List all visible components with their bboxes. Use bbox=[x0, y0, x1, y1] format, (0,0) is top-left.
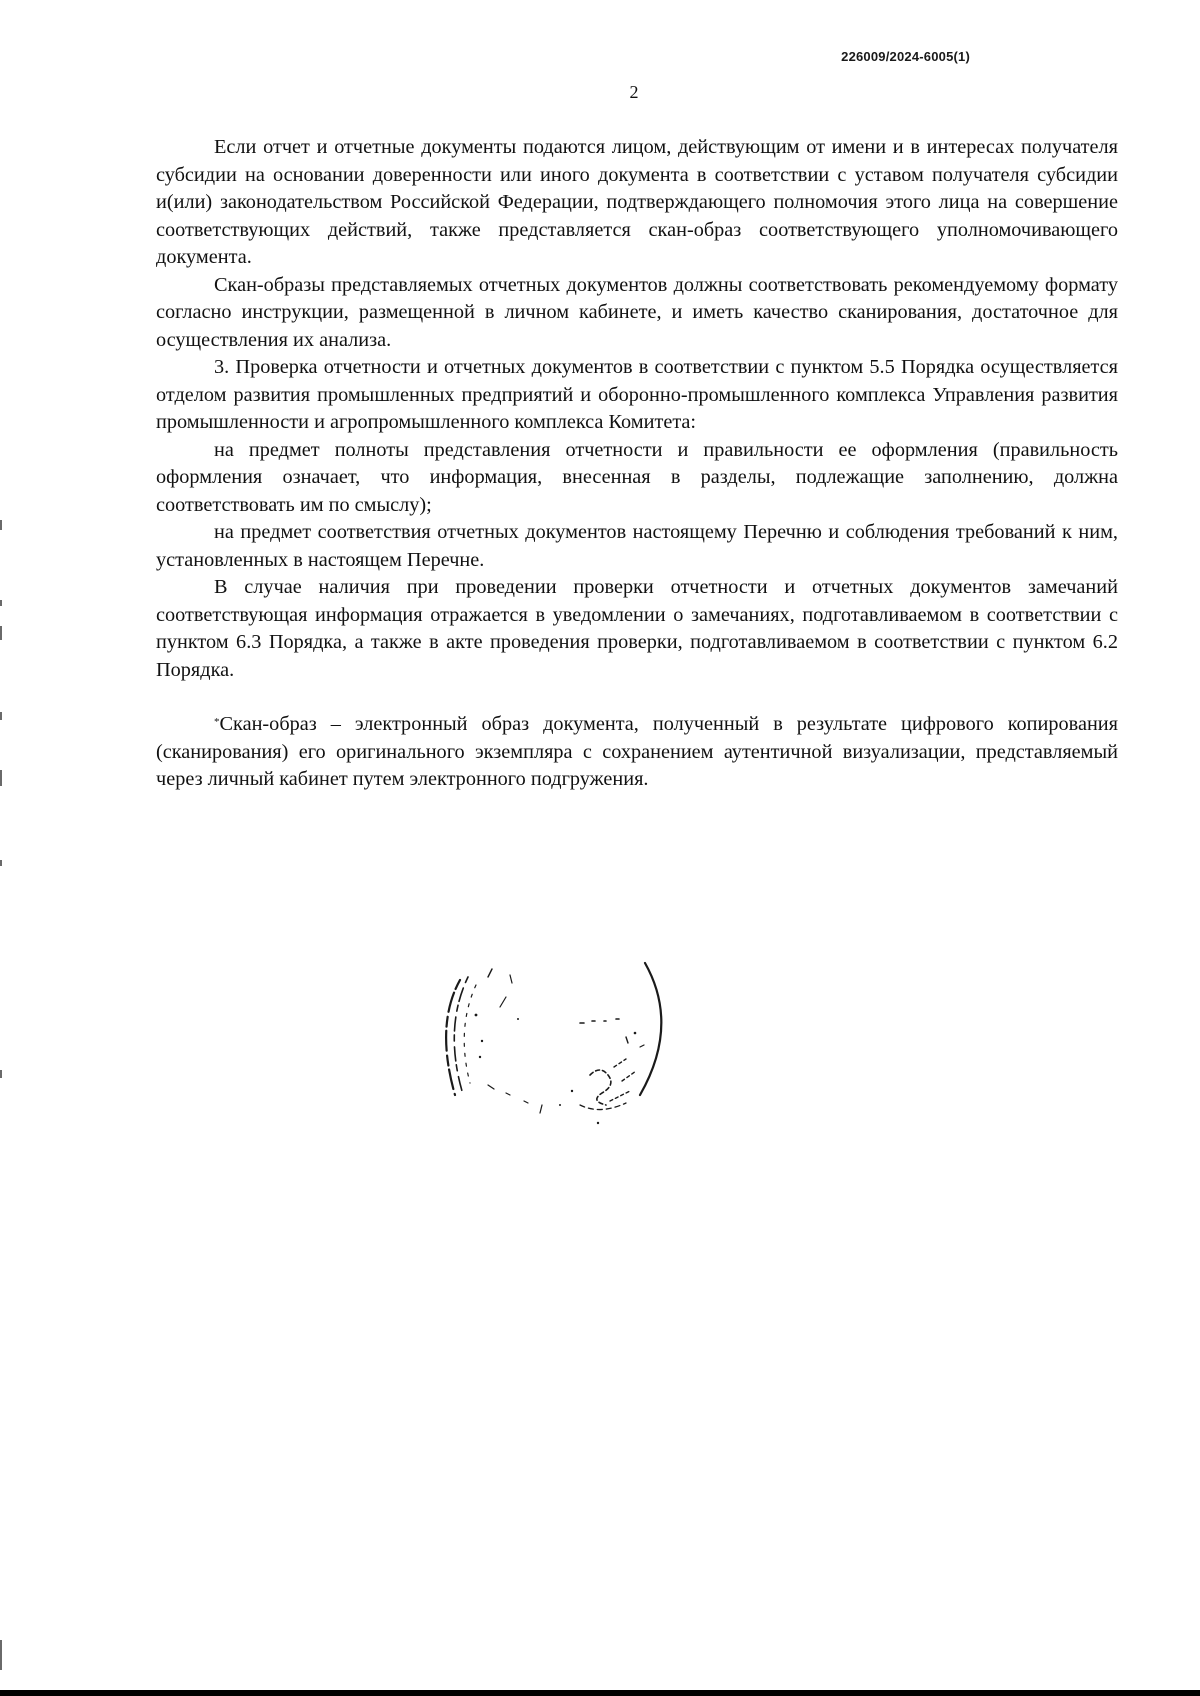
page-number: 2 bbox=[629, 82, 639, 102]
scan-left-edge bbox=[0, 0, 2, 1696]
paragraph: Скан-образы представляемых отчетных документов должны соответствовать рекомендуемому формату согласно инструкции, размещенной в личном кабинете, и иметь качество сканирования, достаточное для осуществления их анализа. bbox=[156, 273, 1118, 351]
document-number: 226009/2024-6005(1) bbox=[841, 49, 970, 64]
footnote-mark: * bbox=[214, 716, 220, 728]
document-body bbox=[156, 134, 1118, 794]
footnote bbox=[156, 711, 1118, 794]
paragraph: 3. Проверка отчетности и отчетных документов в соответствии с пунктом 5.5 Порядка осуществляется отделом развития промышленных предприятий и оборонно-промышленного комплекса Управления развития промышленности и агропромышленного комплекса Комитета: bbox=[156, 356, 1118, 433]
scan-bottom-edge bbox=[0, 1690, 1200, 1696]
paragraph: В случае наличия при проведении проверки отчетности и отчетных документов замечаний соответствующая информация отражается в уведомлении о замечаниях, подготавливаемом в соответствии с пунктом 6.3 Порядка, а также в акте проведения проверки, подготавливаемом в соответствии с пунктом 6.2 Порядка. bbox=[156, 576, 1118, 681]
faded-stamp-seal bbox=[430, 955, 680, 1145]
paragraph: Если отчет и отчетные документы подаются лицом, действующим от имени и в интересах получателя субсидии на основании доверенности или иного документа в соответствии с уставом получателя субсидии и(или) законодательством Российской Федерации, подтверждающего полномочия этого лица на совершение соответствующих действий, также представляется скан-образ соответствующего уполномочивающего документа. bbox=[156, 136, 1118, 268]
footnote-text: Скан-образ – электронный образ документа, полученный в результате цифрового копирования (сканирования) его оригинального экземпляра с сохранением аутентичной визуализации, представляемый через личный кабинет путем электронного подгружения. bbox=[156, 713, 1118, 790]
paragraph: на предмет полноты представления отчетности и правильности ее оформления (правильность оформления означает, что информация, внесенная в разделы, подлежащие заполнению, должна соответствовать им по смыслу); bbox=[156, 438, 1118, 516]
paragraph: на предмет соответствия отчетных документов настоящему Перечню и соблюдения требований к ним, установленных в настоящем Перечне. bbox=[156, 521, 1118, 571]
